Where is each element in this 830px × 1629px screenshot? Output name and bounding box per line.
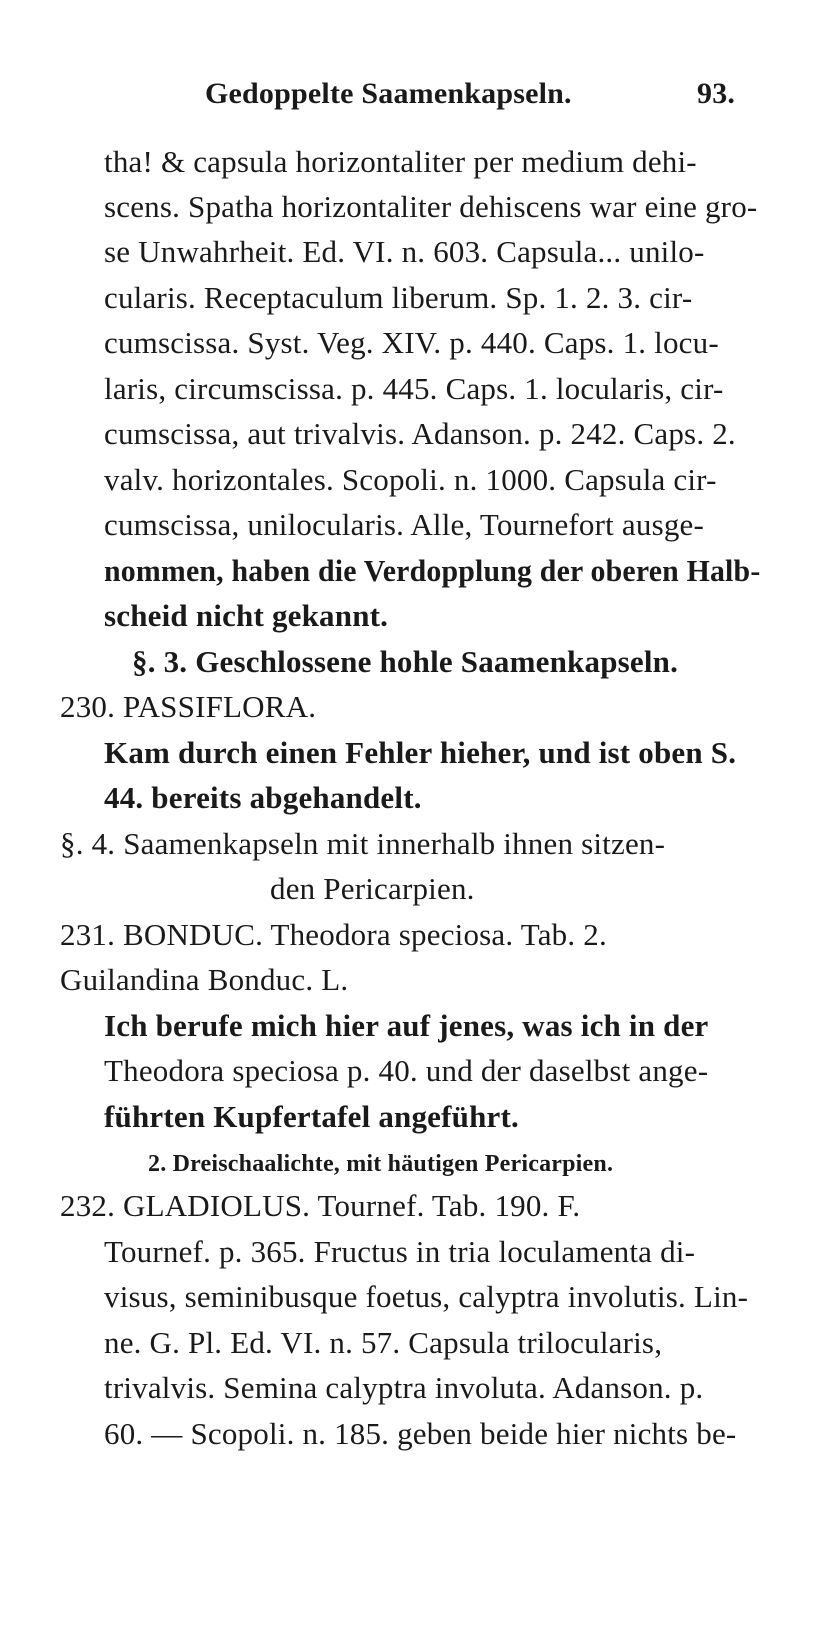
text-line: Guilandina Bonduc. L. (60, 962, 349, 997)
text-line: cumscissa, unilocularis. Alle, Tournefort ausge- (104, 507, 705, 542)
text-line: nommen, haben die Verdopplung der oberen Halb- (104, 553, 761, 588)
entry-heading: 230. PASSIFLORA. (60, 689, 317, 724)
section-heading: §. 4. Saamenkapseln mit innerhalb ihnen sitzen- (60, 826, 666, 861)
text-line: visus, seminibusque foetus, calyptra involutis. Lin- (104, 1279, 749, 1314)
running-header: Gedoppelte Saamenkapseln. (205, 77, 572, 110)
entry-heading: 231. BONDUC. Theodora speciosa. Tab. 2. (60, 917, 607, 952)
section-heading: den Pericarpien. (270, 871, 475, 906)
text-line: ne. G. Pl. Ed. VI. n. 57. Capsula trilocularis, (104, 1325, 663, 1360)
text-line: Ich berufe mich hier auf jenes, was ich in der (104, 1008, 709, 1043)
text-line: Theodora speciosa p. 40. und der daselbst ange- (104, 1053, 709, 1088)
text-line: cumscissa, aut trivalvis. Adanson. p. 242. Caps. 2. (104, 416, 736, 451)
text-line: trivalvis. Semina calyptra involuta. Adanson. p. (104, 1370, 704, 1405)
text-line: cularis. Receptaculum liberum. Sp. 1. 2. 3. cir- (104, 280, 693, 315)
text-line: cumscissa. Syst. Veg. XIV. p. 440. Caps. 1. locu- (104, 325, 719, 360)
entry-heading: 232. GLADIOLUS. Tournef. Tab. 190. F. (60, 1188, 581, 1223)
text-line: laris, circumscissa. p. 445. Caps. 1. locularis, cir- (104, 371, 724, 406)
text-line: 60. — Scopoli. n. 185. geben beide hier nichts be- (104, 1416, 737, 1451)
text-line: se Unwahrheit. Ed. VI. n. 603. Capsula... unilo- (104, 234, 705, 269)
page-number: 93. (697, 77, 736, 110)
text-line: valv. horizontales. Scopoli. n. 1000. Capsula cir- (104, 462, 717, 497)
text-line: scens. Spatha horizontaliter dehiscens war eine gro- (104, 189, 758, 224)
text-line: Kam durch einen Fehler hieher, und ist oben S. (104, 735, 737, 770)
subsection-heading: 2. Dreischaalichte, mit häutigen Pericarpien. (148, 1151, 614, 1177)
text-line: führten Kupfertafel angeführt. (104, 1099, 519, 1134)
text-line: tha! & capsula horizontaliter per medium dehi- (104, 144, 697, 179)
section-heading: §. 3. Geschlossene hohle Saamenkapseln. (132, 644, 679, 679)
text-line: 44. bereits abgehandelt. (104, 780, 422, 815)
text-line: scheid nicht gekannt. (104, 598, 389, 633)
text-line: Tournef. p. 365. Fructus in tria loculamenta di- (104, 1234, 696, 1269)
